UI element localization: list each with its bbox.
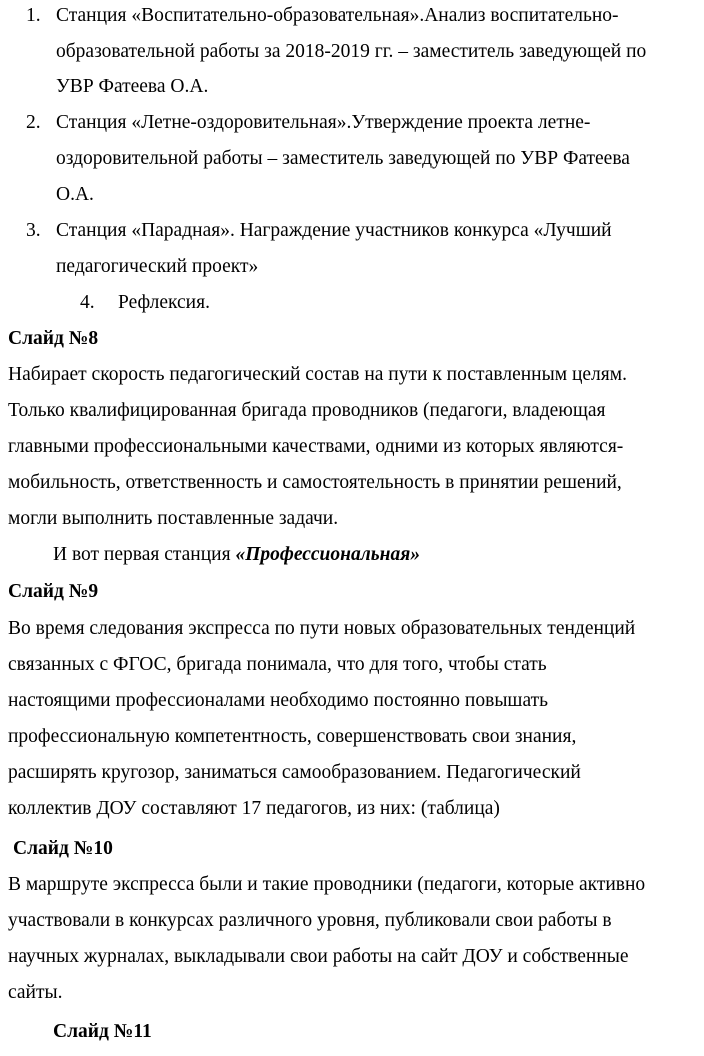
list-item-line: Станция «Летне-оздоровительная».Утверждение проекта летне- bbox=[56, 112, 591, 133]
paragraph-line: Только квалифицированная бригада проводников (педагоги, владеющая bbox=[8, 400, 606, 421]
list-item-line: Станция «Воспитательно-образовательная».Анализ воспитательно- bbox=[56, 5, 619, 26]
station-intro: И вот первая станция bbox=[53, 544, 236, 565]
paragraph-line: связанных с ФГОС, бригада понимала, что для того, чтобы стать bbox=[8, 654, 547, 675]
slide-heading: Слайд №10 bbox=[13, 838, 113, 859]
paragraph-line: могли выполнить поставленные задачи. bbox=[8, 508, 339, 529]
paragraph-line: расширять кругозор, заниматься самообразованием. Педагогический bbox=[8, 762, 581, 783]
list-item-line: О.А. bbox=[56, 184, 94, 205]
paragraph-line: сайты. bbox=[8, 982, 63, 1003]
paragraph-line: В маршруте экспресса были и такие проводники (педагоги, которые активно bbox=[8, 874, 646, 895]
list-item-line: Станция «Парадная». Награждение участников конкурса «Лучший bbox=[56, 220, 612, 241]
paragraph-line: Во время следования экспресса по пути новых образовательных тенденций bbox=[8, 618, 636, 639]
station-line bbox=[53, 543, 420, 567]
slide-heading: Слайд №11 bbox=[53, 1021, 152, 1042]
list-item-line: образовательной работы за 2018-2019 гг. – заместитель заведующей по bbox=[56, 41, 647, 62]
station-name: «Профессиональная» bbox=[235, 544, 420, 565]
paragraph-line: научных журналах, выкладывали свои работы на сайт ДОУ и собственные bbox=[8, 946, 629, 967]
paragraph-line: Набирает скорость педагогический состав на пути к поставленным целям. bbox=[8, 364, 627, 385]
list-item-line: УВР Фатеева О.А. bbox=[56, 76, 209, 97]
paragraph-line: участвовали в конкурсах различного уровня, публиковали свои работы в bbox=[8, 910, 612, 931]
list-item-number: 1. bbox=[26, 5, 41, 26]
list-item-number: 3. bbox=[26, 220, 41, 241]
list-item-line: Рефлексия. bbox=[118, 292, 210, 313]
list-item-number: 2. bbox=[26, 112, 41, 133]
list-item-number: 4. bbox=[80, 292, 95, 313]
paragraph-line: профессиональную компетентность, совершенствовать свои знания, bbox=[8, 726, 577, 747]
paragraph-line: мобильность, ответственность и самостоятельность в принятии решений, bbox=[8, 472, 622, 493]
list-item-line: оздоровительной работы – заместитель заведующей по УВР Фатеева bbox=[56, 148, 630, 169]
slide-heading: Слайд №9 bbox=[8, 581, 99, 602]
paragraph-line: коллектив ДОУ составляют 17 педагогов, из них: (таблица) bbox=[8, 798, 500, 819]
paragraph-line: настоящими профессионалами необходимо постоянно повышать bbox=[8, 690, 549, 711]
list-item-line: педагогический проект» bbox=[56, 256, 259, 277]
paragraph-line: главными профессиональными качествами, одними из которых являются- bbox=[8, 436, 624, 457]
slide-heading: Слайд №8 bbox=[8, 328, 99, 349]
